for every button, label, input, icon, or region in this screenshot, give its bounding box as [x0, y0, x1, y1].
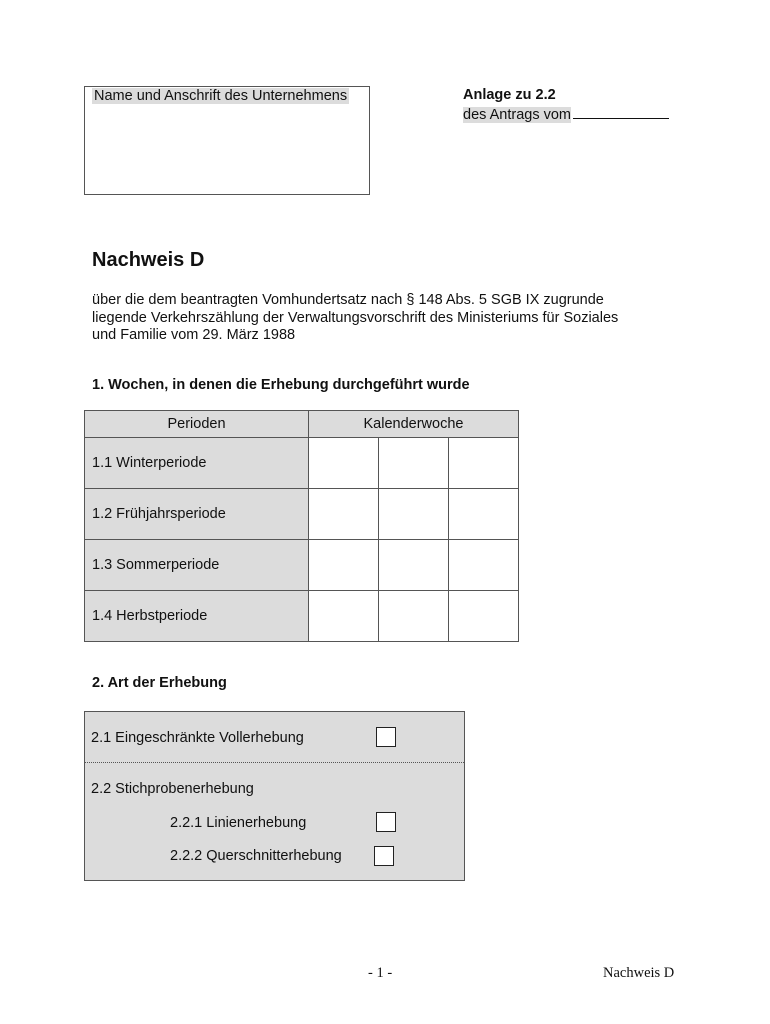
option-line-survey-checkbox[interactable] [376, 812, 396, 832]
intro-paragraph [92, 292, 692, 345]
option-full-survey-label: 2.1 Eingeschränkte Vollerhebung [91, 730, 304, 746]
intro-line: über die dem beantragten Vomhundertsatz nach § 148 Abs. 5 SGB IX zugrunde [92, 292, 604, 308]
footer-title: Nachweis D [603, 965, 675, 981]
calendar-week-field[interactable] [449, 438, 519, 489]
company-address-box[interactable] [84, 86, 370, 195]
option-cross-section-checkbox[interactable] [374, 846, 394, 866]
calendar-week-field[interactable] [379, 540, 449, 591]
calendar-week-field[interactable] [309, 489, 379, 540]
table-row [85, 540, 519, 591]
periods-table [84, 410, 519, 642]
option-line-survey-label: 2.2.1 Linienerhebung [170, 815, 307, 831]
period-label: 1.3 Sommerperiode [85, 540, 309, 591]
period-label: 1.2 Frühjahrsperiode [85, 489, 309, 540]
document-title: Nachweis D [92, 249, 205, 271]
table-row [85, 489, 519, 540]
intro-line: und Familie vom 29. März 1988 [92, 327, 296, 343]
section-1-heading: 1. Wochen, in denen die Erhebung durchgeführt wurde [92, 377, 470, 393]
calendar-week-field[interactable] [449, 540, 519, 591]
calendar-week-field[interactable] [309, 438, 379, 489]
calendar-week-field[interactable] [309, 540, 379, 591]
page-number: - 1 - [368, 965, 393, 981]
table-row [85, 438, 519, 489]
company-address-label: Name und Anschrift des Unternehmens [94, 88, 348, 104]
column-header-periods: Perioden [85, 411, 309, 438]
column-header-calendar-week: Kalenderwoche [309, 411, 519, 438]
section-2-heading: 2. Art der Erhebung [92, 675, 227, 691]
attachment-title: Anlage zu 2.2 [463, 87, 556, 103]
calendar-week-field[interactable] [309, 591, 379, 642]
calendar-week-field[interactable] [379, 438, 449, 489]
calendar-week-field[interactable] [379, 591, 449, 642]
table-header-row [85, 411, 519, 438]
survey-type-box [84, 711, 465, 881]
divider [85, 762, 464, 763]
application-date-line [463, 104, 669, 123]
option-sample-survey-label: 2.2 Stichprobenerhebung [91, 781, 254, 797]
application-date-label: des Antrags vom [463, 107, 571, 123]
option-cross-section-label: 2.2.2 Querschnitterhebung [170, 848, 342, 864]
calendar-week-field[interactable] [449, 489, 519, 540]
period-label: 1.1 Winterperiode [85, 438, 309, 489]
table-row [85, 591, 519, 642]
period-label: 1.4 Herbstperiode [85, 591, 309, 642]
calendar-week-field[interactable] [379, 489, 449, 540]
application-date-field[interactable] [573, 104, 669, 119]
intro-line: liegende Verkehrszählung der Verwaltungsvorschrift des Ministeriums für Soziales [92, 309, 619, 326]
calendar-week-field[interactable] [449, 591, 519, 642]
option-full-survey-checkbox[interactable] [376, 727, 396, 747]
